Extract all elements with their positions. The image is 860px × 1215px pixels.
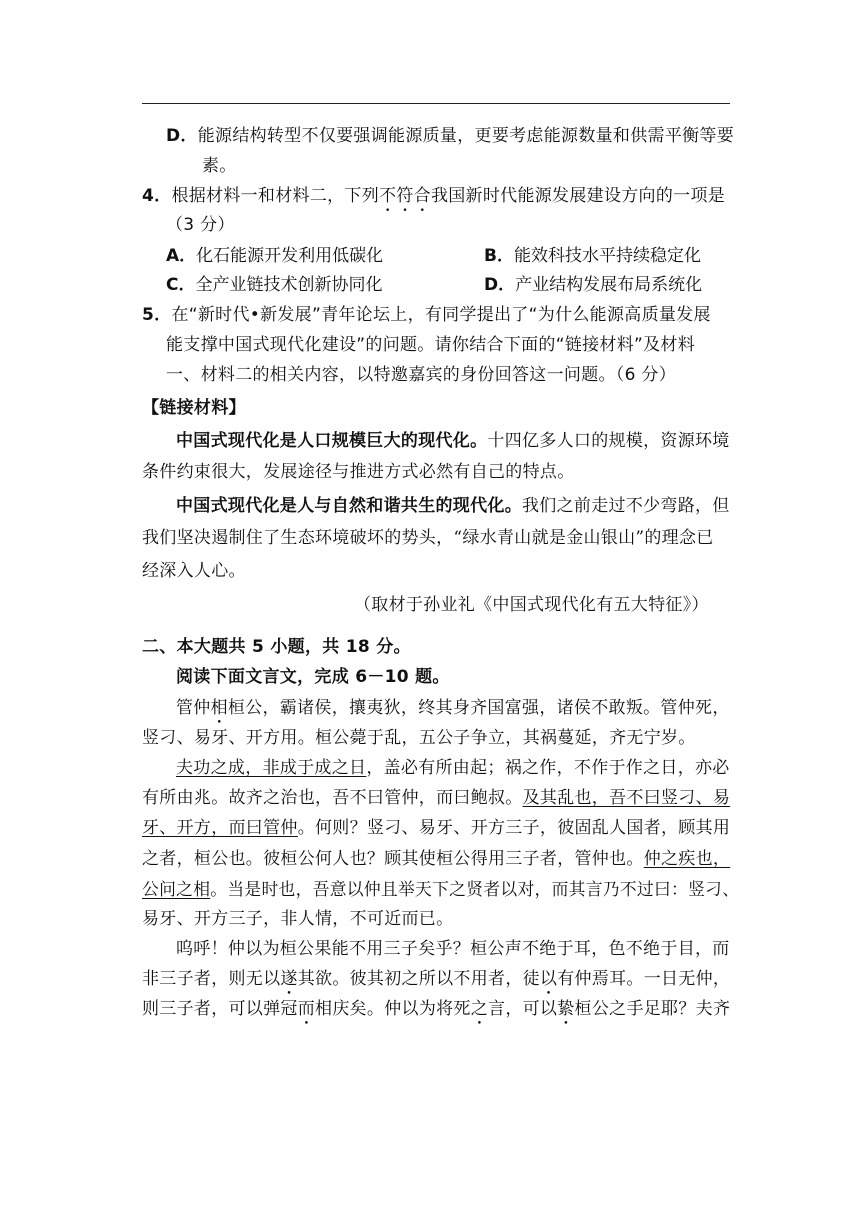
passage-dotted-char: 相 <box>210 698 228 718</box>
passage-underlined: 公问之相 <box>142 879 211 899</box>
q3-option-d <box>166 126 734 146</box>
link-p1-line-1 <box>176 431 730 451</box>
passage-p1-line-1 <box>176 698 730 728</box>
passage-text: 其欲。彼其初之所以不用者，徒 <box>297 969 540 989</box>
passage-text: 桓公，霸诸侯，攘夷狄，终其身齐国富强，诸侯不敢叛。管仲死， <box>227 698 730 718</box>
q4-option-c <box>166 275 382 295</box>
link-p2-bold: 中国式现代化是人与自然和谐共生的现代化。 <box>176 496 522 516</box>
passage-text: 相庆矣。仲以为将死 <box>315 999 471 1019</box>
option-label: D． <box>484 275 516 295</box>
passage-dotted-char: 而 <box>297 999 316 1019</box>
link-p1-text: 十四亿多人口的规模，资源环境 <box>487 431 730 451</box>
link-material-heading: 【链接材料】 <box>142 398 246 418</box>
passage-text: 非三子者，则无以 <box>142 969 281 989</box>
passage-p2-line-2 <box>142 788 730 808</box>
passage-dotted-char: 遂 <box>280 969 298 989</box>
passage-dotted-char: 之 <box>470 999 489 1019</box>
section-2-instruction: 阅读下面文言文，完成 6－10 题。 <box>176 667 450 687</box>
option-label: A． <box>166 246 197 266</box>
q4-option-d <box>484 275 702 295</box>
q3-option-d-continued: 素。 <box>202 156 237 176</box>
option-text: 全产业链技术创新协同化 <box>195 275 383 295</box>
q4-stem-text-end: 我国新时代能源发展建设方向的一项是 <box>430 186 726 206</box>
q4-stem <box>142 186 725 216</box>
option-text: 能效科技水平持续稳定化 <box>513 246 701 266</box>
q5-line-3: 一、材料二的相关内容，以特邀嘉宾的身份回答这一问题。（6 分） <box>166 365 677 385</box>
q5-line-1 <box>142 305 711 325</box>
link-p2-line-2: 我们坚决遏制住了生态环境破坏的势头，“绿水青山就是金山银山”的理念已 <box>142 528 714 548</box>
passage-dotted-char: 絷 <box>557 999 575 1019</box>
link-p2-line-1 <box>176 496 730 516</box>
option-text: 产业结构发展布局系统化 <box>515 275 703 295</box>
passage-text: 有仲焉耳。一日无仲， <box>557 969 731 989</box>
link-p1-bold: 中国式现代化是人口规模巨大的现代化。 <box>176 431 488 451</box>
option-text: 化石能源开发利用低碳化 <box>196 246 384 266</box>
q4-option-b <box>484 246 701 266</box>
passage-underlined: 夫功之成，非成于成之日 <box>176 758 367 778</box>
passage-p2-line-5 <box>142 879 739 899</box>
header-rule <box>142 103 730 104</box>
q3-option-d-label: D． <box>166 126 198 146</box>
passage-p2-line-4 <box>142 849 730 869</box>
passage-text: 管仲 <box>176 698 211 718</box>
passage-text: 。何则？竖刁、易牙、开方三子，彼固乱人国者，顾其用 <box>297 818 731 838</box>
q3-option-d-text: 能源结构转型不仅要强调能源质量，更要考虑能源数量和供需平衡等要 <box>197 126 735 146</box>
passage-underlined: 牙、开方，而曰管仲 <box>142 818 298 838</box>
passage-text: 之者，桓公也。彼桓公何人也？顾其使桓公得用三子者，管仲也。 <box>142 849 644 869</box>
q4-score: （3 分） <box>166 215 235 235</box>
q4-stem-emphasis: 不符合 <box>379 186 431 206</box>
passage-text: 。当是时也，吾意以仲且举天下之贤者以对，而其言乃不过曰：竖刁、 <box>210 879 740 899</box>
q5-number: 5． <box>142 305 172 325</box>
option-label: B． <box>484 246 514 266</box>
section-2-heading: 二、本大题共 5 小题，共 18 分。 <box>142 637 411 657</box>
passage-p3-line-2 <box>142 969 730 999</box>
q4-option-a <box>166 246 383 266</box>
passage-text: 有所由兆。故齐之治也，吾不曰管仲，而曰鲍叔。 <box>142 788 523 808</box>
q4-number: 4． <box>142 186 172 206</box>
link-source: （取材于孙业礼《中国式现代化有五大特征》） <box>354 595 709 615</box>
link-p2-line-3: 经深入人心。 <box>142 561 246 581</box>
passage-text: 桓公之手足耶？夫齐 <box>574 999 731 1019</box>
passage-p1-line-2: 竖刁、易牙、开方用。桓公薨于乱，五公子争立，其祸蔓延，齐无宁岁。 <box>142 728 696 748</box>
passage-p3-line-1: 呜呼！仲以为桓公果能不用三子矣乎？桓公声不绝于耳，色不绝于目，而 <box>176 939 730 959</box>
link-p2-text: 我们之前走过不少弯路，但 <box>522 496 730 516</box>
passage-dotted-char: 以 <box>539 969 558 989</box>
passage-underlined: 仲之疾也， <box>643 849 731 869</box>
q5-text: 在“新时代•新发展”青年论坛上，有同学提出了“为什么能源高质量发展 <box>171 305 711 325</box>
passage-p3-line-3 <box>142 999 730 1029</box>
q4-stem-text: 根据材料一和材料二，下列 <box>171 186 380 206</box>
option-label: C． <box>166 275 196 295</box>
passage-text: 则三子者，可以弹冠 <box>142 999 298 1019</box>
passage-p2-line-3 <box>142 818 730 838</box>
link-p1-line-2: 条件约束很大，发展途径与推进方式必然有自己的特点。 <box>142 462 575 482</box>
passage-text: 言，可以 <box>488 999 558 1019</box>
passage-text: ，盖必有所由起；祸之作，不作于作之日，亦必 <box>366 758 730 778</box>
passage-underlined: 及其乱也，吾不曰竖刁、易 <box>522 788 731 808</box>
passage-p2-line-6: 易牙、开方三子，非人情，不可近而已。 <box>142 909 454 929</box>
q5-line-2: 能支撑中国式现代化建设”的问题。请你结合下面的“链接材料”及材料 <box>166 335 696 355</box>
passage-p2-line-1 <box>176 758 730 778</box>
